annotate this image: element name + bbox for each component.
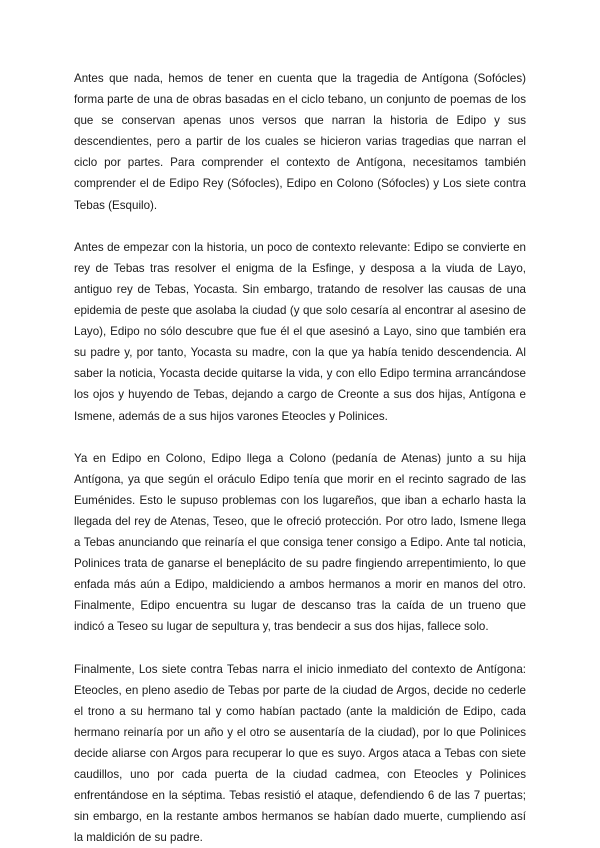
document-body (74, 68, 526, 848)
paragraph-intro: Antes que nada, hemos de tener en cuenta que la tragedia de Antígona (Sofócles) forma parte de una de obras basadas en el ciclo tebano, un conjunto de poemas de los que se conservan apenas unos versos que narran la historia de Edipo y sus descendientes, pero a partir de los cuales se hicieron varias tragedias que narran el ciclo por partes. Para comprender el contexto de Antígona, necesitamos también comprender el de Edipo Rey (Sófocles), Edipo en Colono (Sófocles) y Los siete contra Tebas (Esquilo). (74, 72, 526, 212)
paragraph-siete-contra-tebas: Finalmente, Los siete contra Tebas narra el inicio inmediato del contexto de Antígona: Eteocles, en pleno asedio de Tebas por parte de la ciudad de Argos, decide no cederle el trono a su hermano tal y como habían pactado (ante la maldición de Edipo, cada hermano reinaría por un año y el otro se ausentaría de la ciudad), por lo que Polinices decide aliarse con Argos para recuperar lo que es suyo. Argos ataca a Tebas con siete caudillos, uno por cada puerta de la ciudad cadmea, con Eteocles y Polinices enfrentándose en la séptima. Tebas resistió el ataque, defendiendo 6 de las 7 puertas; sin embargo, en la restante ambos hermanos se habían dado muerte, cumpliendo así la maldición de su padre. (74, 662, 526, 845)
paragraph-edipo-colono: Ya en Edipo en Colono, Edipo llega a Colono (pedanía de Atenas) junto a su hija Antígona, ya que según el oráculo Edipo tenía que morir en el recinto sagrado de las Euménides. Esto le supuso problemas con los lugareños, que iban a echarlo hasta la llegada del rey de Atenas, Teseo, que le ofreció protección. Por otro lado, Ismene llega a Tebas anunciando que reinaría el que consiga tener consigo a Edipo. Ante tal noticia, Polinices trata de ganarse el beneplácito de su padre fingiendo arrepentimiento, lo que enfada más aún a Edipo, maldiciendo a ambos hermanos a morir en manos del otro. Finalmente, Edipo encuentra su lugar de descanso tras la caída de un trueno que indicó a Teseo su lugar de sepultura y, tras bendecir a sus dos hijas, fallece solo. (74, 451, 526, 634)
paragraph-context: Antes de empezar con la historia, un poco de contexto relevante: Edipo se convierte en rey de Tebas tras resolver el enigma de la Esfinge, y desposa a la viuda de Layo, antiguo rey de Tebas, Yocasta. Sin embargo, tratando de resolver las causas de una epidemia de peste que asolaba la ciudad (y que solo cesaría al encontrar al asesino de Layo), Edipo no sólo descubre que fue él el que asesinó a Layo, sino que también era su padre y, por tanto, Yocasta su madre, con la que ya había tenido descendencia. Al saber la noticia, Yocasta decide quitarse la vida, y con ello Edipo termina arrancándose los ojos y huyendo de Tebas, dejando a cargo de Creonte a sus dos hijas, Antígona e Ismene, además de a sus hijos varones Eteocles y Polinices. (74, 240, 526, 423)
